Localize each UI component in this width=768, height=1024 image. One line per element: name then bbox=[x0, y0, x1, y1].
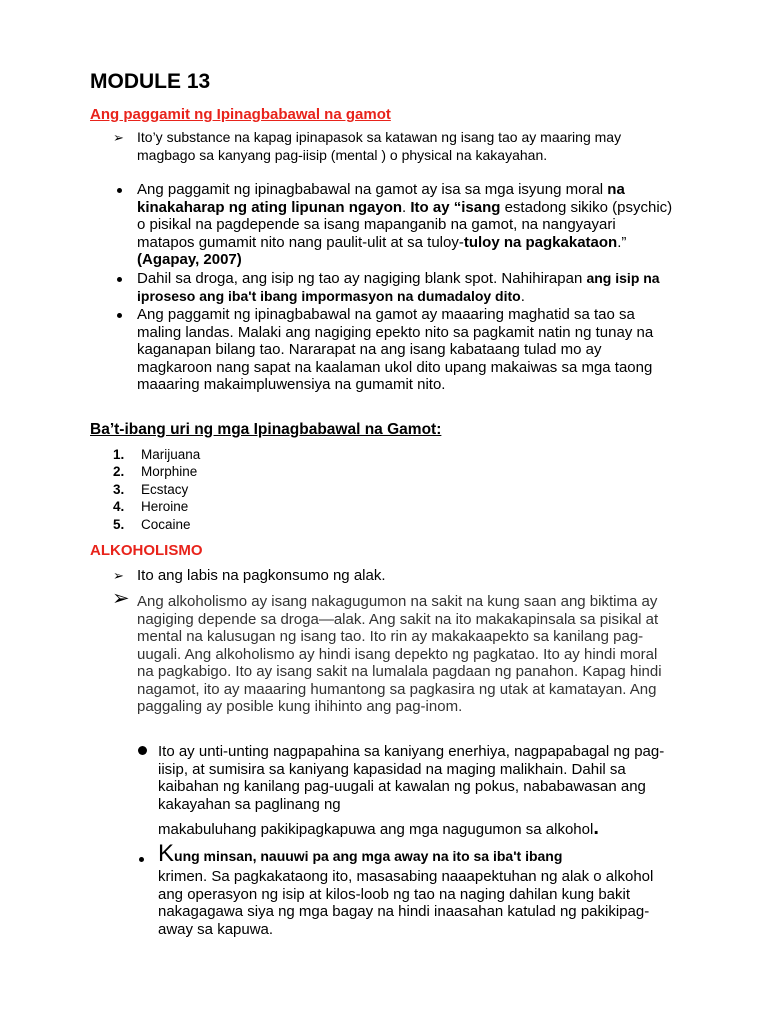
arrow-bullet-icon: ➢ bbox=[112, 587, 130, 610]
bullet-item-blank-spot: Dahil sa droga, ang isip ng tao ay nagiging blank spot. Nahihirapan ang isip na iproseso ang iba't ibang impormasyon na dumadaloy dito. bbox=[137, 270, 660, 305]
bullet-item-moral-issue: Ang paggamit ng ipinagbabawal na gamot ay isa sa mga isyung moral na kinakaharap ng ating lipunan ngayon. Ito ay “isang estadong sikiko (psychic) o pisikal na pagdepende sa isang mapanganib na gamot, na nangyayari matapos gumamit nito nang paulit-ulit at sa tuloy-tuloy na pagkakataon.” (Agapay, 2007) bbox=[137, 181, 673, 268]
document-page: MODULE 13 Ang paggamit ng Ipinagbabawal na gamot ➢ Ito’y substance na kapag ipinapasok sa katawan ng isang tao ay maaring may magbago sa kanyang pag-iisip (mental ) o physical na kakayahan. Ang paggamit ng ipinagbabawal na gamot ay isa sa mga isyung moral na kinakaharap ng ating lipunan ngayon. Ito ay “isang estadong sikiko (psychic) o pisikal na pagdepende sa isang mapanganib na gamot, na nangyayari matapos gumamit nito nang paulit-ulit at sa tuloy-tuloy na pagkakataon.” (Agapay, 2007) Dahil sa droga, ang isip ng tao ay nagiging blank spot. Nahihirapan ang isip na iproseso ang iba't ibang impormasyon na dumadaloy dito. Ang paggamit ng ipinagbabawal na gamot ay maaaring maghatid sa tao sa maling landas. Malaki ang nagiging epekto nito sa pagkamit natin ng tunay na kaganapan bilang tao. Nararapat na ang isang kabataang tulad mo ay magkaroon nang sapat na kaalaman ukol dito upang makaiwas sa mga taong maaaring makaimpluwensiya na gumamit nito. Ba’t-ibang uri ng mga Ipinagbabawal na Gamot: 1. Marijuana 2. Morphine 3. Ecstacy 4. Heroine 5. Cocaine ALKOHOLISMO ➢ Ito ang labis na pagkonsumo ng alak. ➢ Ang alkoholismo ay isang nakagugumon na sakit na kung saan ang biktima ay nagiging depende sa droga—alak. Ang sakit na ito makakapinsala sa pisikal at mental na kalusugan ng isang tao. Ito rin ay makakaapekto sa kanilang pag-uugali. Ang alkoholismo ay hindi isang depekto ng pagkatao. Ito ay hindi moral na pagkabigo. Ito ay isang sakit na lumalala pagdaan ng panahon. Kapag hindi nagamot, ito ay maaaring humantong sa pagkasira ng utak at kamatayan. Ang paggaling ay posible kung ihihinto ang pag-inom. Ito ay unti-unting nagpapahina sa kaniyang enerhiya, nagpapabagal ng pag-iisip, at sumisira sa kaniyang kapasidad na maging malikhain. Dahil sa kaibahan ng kanilang pag-uugali at kawalan ng pokus, nababawasan ang kakayahan sa paglinang ng makabuluhang pakikipagkapuwa ang mga nagugumon sa alkohol. Kung minsan, nauuwi pa ang mga away na ito sa iba't ibang krimen. Sa pagkakataong ito, masasabing naaapektuhan ng alak o alkohol ang operasyon ng isip at kilos-loob ng tao na naging dahilan kung bakit nakagagawa siya ng mga bagay na hindi inaasahan katulad ng pakikipag-away sa kapuwa. bbox=[0, 0, 768, 1024]
bullet-dot-icon bbox=[117, 313, 122, 318]
module-title: MODULE 13 bbox=[90, 70, 211, 93]
bullet-item-effects: Ito ay unti-unting nagpapahina sa kaniyang enerhiya, nagpapabagal ng pag-iisip, at sumisira sa kaniyang kapasidad na maging malikhain. Dahil sa kaibahan ng kanilang pag-uugali at kawalan ng pokus, nababawasan ang kakayahan sa paglinang ng bbox=[158, 743, 665, 813]
bullet-dot-icon bbox=[138, 746, 147, 755]
bullet-item-effects-end: makabuluhang pakikipagkapuwa ang mga nagugumon sa alkohol. bbox=[158, 817, 599, 839]
bullet-dot-icon bbox=[139, 857, 144, 862]
bullet-item-substance: Ito’y substance na kapag ipinapasok sa katawan ng isang tao ay maaring may magbago sa kanyang pag-iisip (mental ) o physical na kakayahan. bbox=[137, 129, 622, 163]
arrow-bullet-icon: ➢ bbox=[113, 568, 124, 583]
bullet-item-crime: krimen. Sa pagkakataong ito, masasabing naaapektuhan ng alak o alkohol ang operasyon ng isip at kilos-loob ng tao na naging dahilan kung bakit nakagagawa siya ng mga bagay na hindi inaasahan katulad ng pakikipag-away sa kapuwa. bbox=[158, 868, 654, 938]
arrow-bullet-icon: ➢ bbox=[113, 130, 124, 145]
bullet-dot-icon bbox=[117, 277, 122, 282]
bullet-item-definition: Ito ang labis na pagkonsumo ng alak. bbox=[137, 567, 386, 584]
bullet-item-alcoholism-description: Ang alkoholismo ay isang nakagugumon na sakit na kung saan ang biktima ay nagiging depende sa droga—alak. Ang sakit na ito makakapinsala sa pisikal at mental na kalusugan ng isang tao. Ito rin ay makakaapekto sa kanilang pag-uugali. Ang alkoholismo ay hindi isang depekto ng pagkatao. Ito ay hindi moral na pagkabigo. Ito ay isang sakit na lumalala pagdaan ng panahon. Kapag hindi nagamot, ito ay maaaring humantong sa pagkasira ng utak at kamatayan. Ang paggaling ay posible kung ihihinto ang pag-inom. bbox=[137, 593, 662, 715]
section-heading-alcoholism: ALKOHOLISMO bbox=[90, 542, 203, 559]
bullet-dot-icon bbox=[117, 188, 122, 193]
section-heading-drug-use: Ang paggamit ng Ipinagbabawal na gamot bbox=[90, 106, 391, 123]
bullet-item-crime-first-line: Kung minsan, nauuwi pa ang mga away na ito sa iba't ibang bbox=[158, 840, 563, 867]
section-heading-drug-types: Ba’t-ibang uri ng mga Ipinagbabawal na Gamot: bbox=[90, 421, 442, 438]
bullet-item-wrong-path: Ang paggamit ng ipinagbabawal na gamot ay maaaring maghatid sa tao sa maling landas. Malaki ang nagiging epekto nito sa pagkamit natin ng tunay na kaganapan bilang tao. Nararapat na ang isang kabataang tulad mo ay magkaroon nang sapat na kaalaman ukol dito upang makaiwas sa mga taong maaaring makaimpluwensiya na gumamit nito. bbox=[137, 306, 654, 393]
